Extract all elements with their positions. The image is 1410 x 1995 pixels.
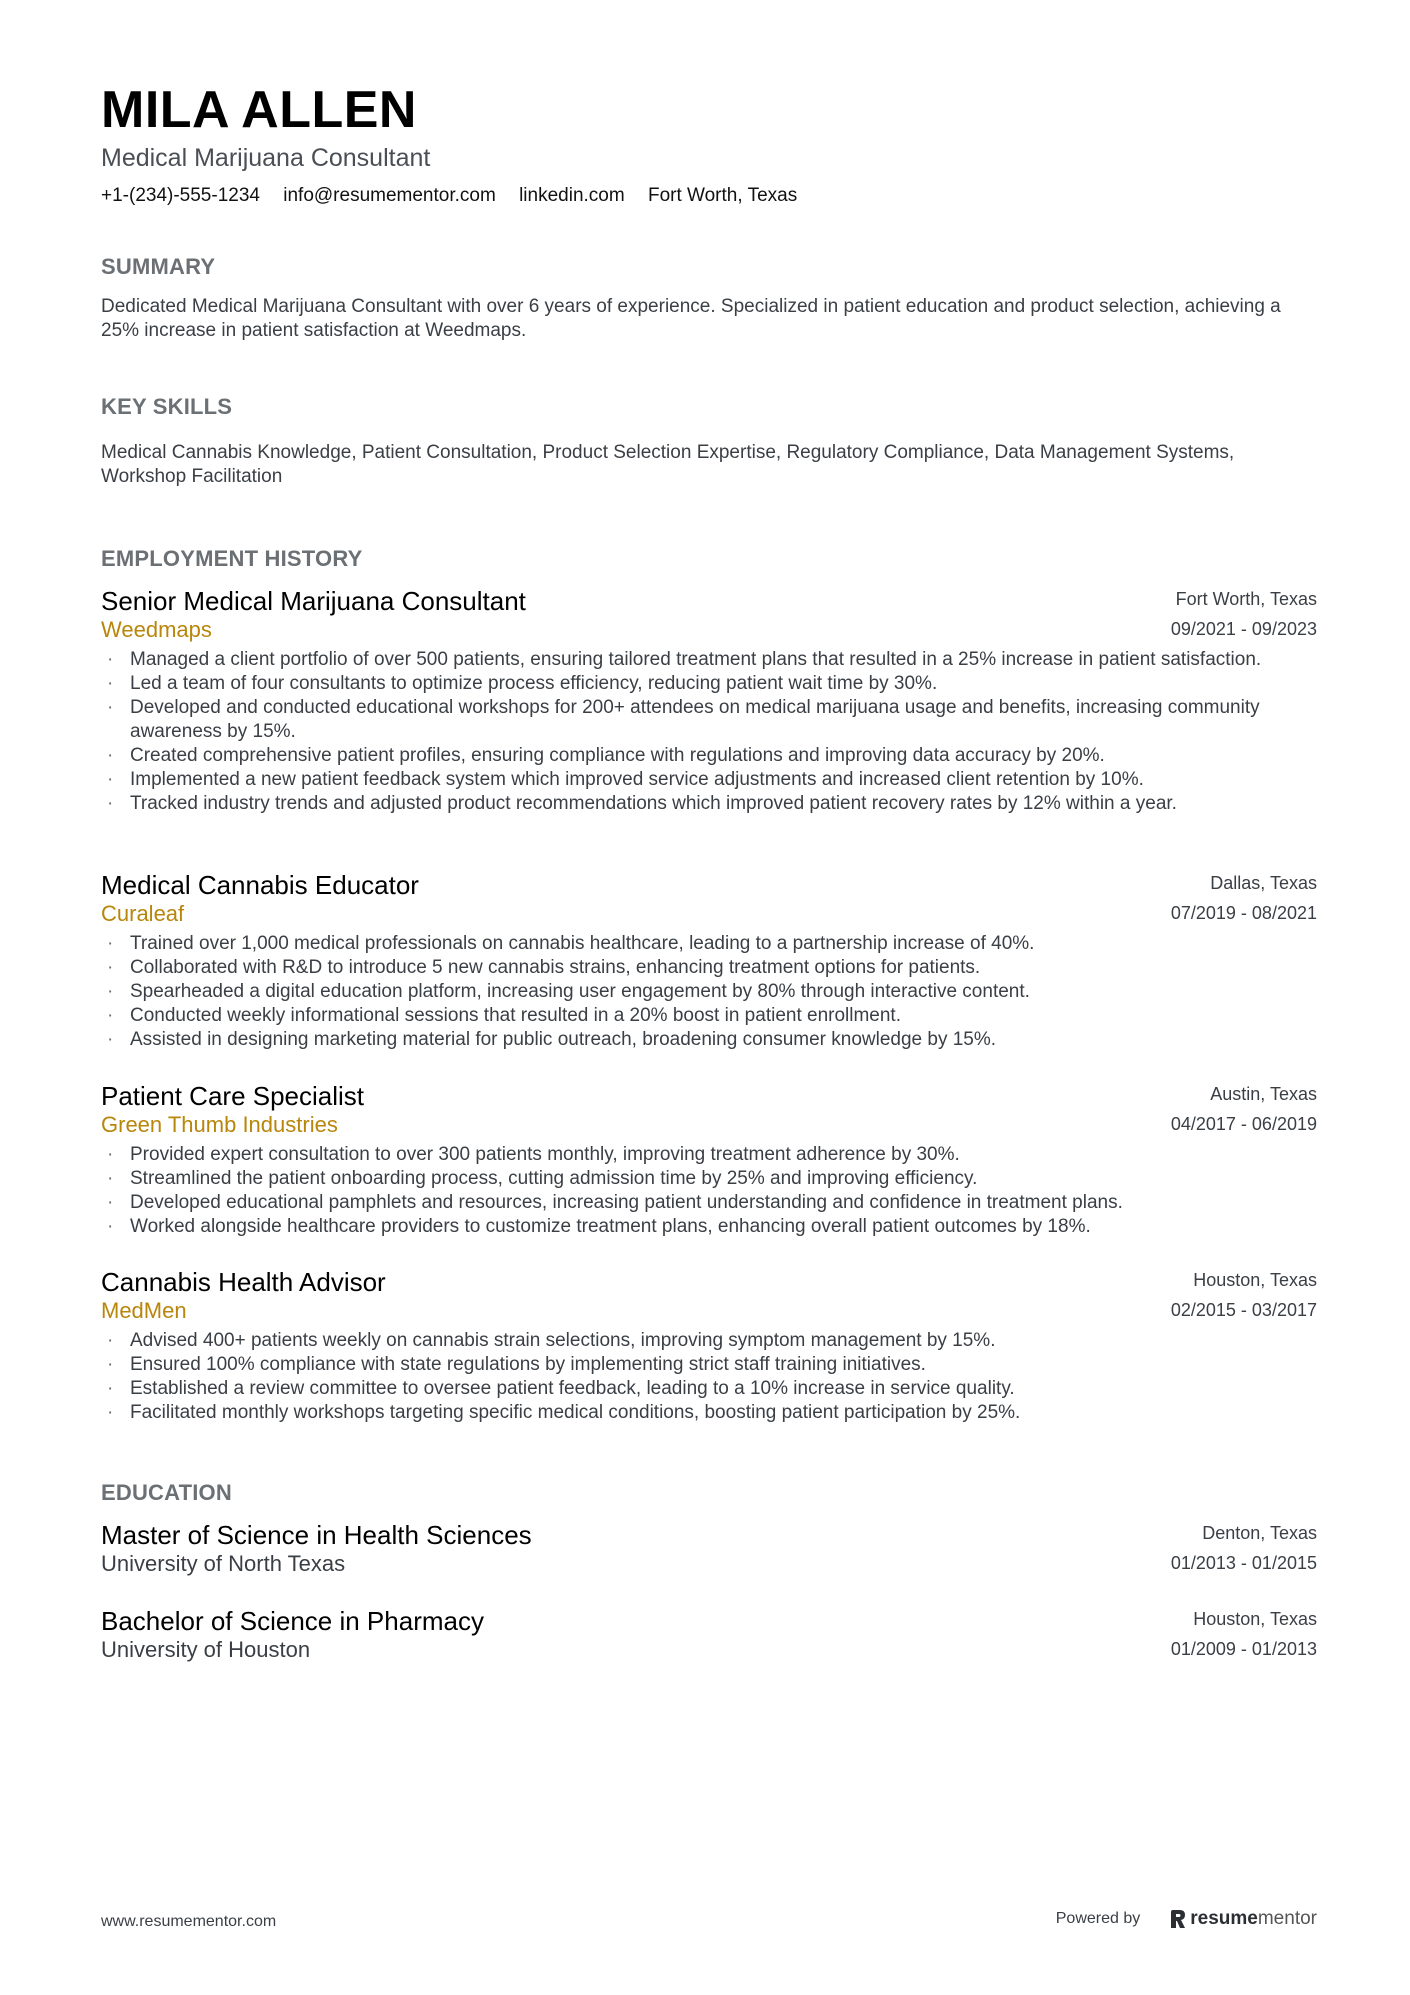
footer-website[interactable]: www.resumementor.com (101, 1913, 277, 1930)
job-bullet: · Developed and conducted educational workshops for 200+ attendees on medical marijuana usage and benefits, increasing community awareness by 15%. (101, 696, 1317, 744)
job-bullet: · Collaborated with R&D to introduce 5 new cannabis strains, enhancing treatment options for patients. (101, 956, 1317, 980)
candidate-title: Medical Marijuana Consultant (101, 144, 431, 172)
job-entry (101, 586, 1317, 816)
candidate-name: MILA ALLEN (101, 81, 417, 139)
contact-line (101, 186, 815, 205)
education-entry (101, 1520, 1317, 1582)
education-degree: Master of Science in Health Sciences (101, 1520, 532, 1550)
job-bullet: · Implemented a new patient feedback system which improved service adjustments and increased client retention by 10%. (101, 768, 1317, 792)
job-bullet: · Facilitated monthly workshops targeting specific medical conditions, boosting patient participation by 25%. (101, 1401, 1317, 1425)
job-bullet: · Conducted weekly informational sessions that resulted in a 20% boost in patient enrollment. (101, 1004, 1317, 1028)
education-location: Denton, Texas (1202, 1523, 1317, 1543)
job-bullet: · Worked alongside healthcare providers to customize treatment plans, enhancing overall patient outcomes by 18%. (101, 1215, 1317, 1239)
footer-branding (1056, 1908, 1317, 1930)
job-company: Curaleaf (101, 901, 185, 926)
job-location: Dallas, Texas (1210, 873, 1317, 893)
job-bullet: · Assisted in designing marketing material for public outreach, broadening consumer knowledge by 15%. (101, 1028, 1317, 1052)
job-dates: 02/2015 - 03/2017 (1170, 1300, 1317, 1320)
education-entry (101, 1606, 1317, 1668)
job-bullet: · Led a team of four consultants to optimize process efficiency, reducing patient wait time by 30%. (101, 672, 1317, 696)
contact-email: info@resumementor.com (283, 185, 496, 206)
job-bullet: · Spearheaded a digital education platform, increasing user engagement by 80% through interactive content. (101, 980, 1317, 1004)
job-company: Green Thumb Industries (101, 1112, 338, 1137)
skills-text: Medical Cannabis Knowledge, Patient Consultation, Product Selection Expertise, Regulatory Compliance, Data Management Systems, Workshop Facilitation (101, 442, 1235, 487)
job-location: Fort Worth, Texas (1175, 589, 1317, 609)
powered-by-label: Powered by (1055, 1910, 1141, 1927)
job-bullet: · Created comprehensive patient profiles, ensuring compliance with regulations and improving data accuracy by 20%. (101, 744, 1317, 768)
summary-text: Dedicated Medical Marijuana Consultant with over 6 years of experience. Specialized in patient education and product selection, achieving a 25% increase in patient satisfaction at Weedmaps. (101, 296, 1281, 341)
contact-phone: +1-(234)-555-1234 (101, 185, 260, 206)
job-bullet: · Established a review committee to oversee patient feedback, leading to a 10% increase in service quality. (101, 1377, 1317, 1401)
skills-heading: KEY SKILLS (101, 394, 233, 419)
education-location: Houston, Texas (1193, 1609, 1317, 1629)
job-entry (101, 1267, 1317, 1425)
job-bullets (101, 1329, 1317, 1425)
employment-heading: EMPLOYMENT HISTORY (101, 546, 363, 571)
job-title: Patient Care Specialist (101, 1081, 365, 1111)
education-degree: Bachelor of Science in Pharmacy (101, 1606, 484, 1636)
job-title: Cannabis Health Advisor (101, 1267, 386, 1297)
job-location: Houston, Texas (1193, 1270, 1317, 1290)
job-dates: 04/2017 - 06/2019 (1170, 1114, 1317, 1134)
education-heading: EDUCATION (101, 1480, 232, 1505)
logo-text-light: mentor (1257, 1908, 1317, 1929)
job-bullet: · Managed a client portfolio of over 500 patients, ensuring tailored treatment plans that resulted in a 25% increase in patient satisfaction. (101, 648, 1317, 672)
job-bullets (101, 932, 1317, 1052)
job-bullets (101, 648, 1317, 816)
job-title: Medical Cannabis Educator (101, 870, 419, 900)
job-entry (101, 1081, 1317, 1239)
summary-heading: SUMMARY (101, 254, 216, 279)
resumementor-logo-icon (1170, 1909, 1186, 1929)
job-location: Austin, Texas (1210, 1084, 1317, 1104)
job-bullet: · Ensured 100% compliance with state regulations by implementing strict staff training initiatives. (101, 1353, 1317, 1377)
job-bullet: · Provided expert consultation to over 300 patients monthly, improving treatment adherence by 30%. (101, 1143, 1317, 1167)
logo-text-bold: resume (1190, 1908, 1258, 1929)
contact-location: Fort Worth, Texas (647, 185, 798, 206)
job-title: Senior Medical Marijuana Consultant (101, 586, 526, 616)
education-school: University of Houston (101, 1637, 311, 1662)
job-entry (101, 870, 1317, 1052)
job-dates: 09/2021 - 09/2023 (1170, 619, 1317, 639)
job-bullet: · Tracked industry trends and adjusted product recommendations which improved patient recovery rates by 12% within a year. (101, 792, 1317, 816)
job-bullet: · Streamlined the patient onboarding process, cutting admission time by 25% and improving efficiency. (101, 1167, 1317, 1191)
job-bullets (101, 1143, 1317, 1239)
education-dates: 01/2013 - 01/2015 (1170, 1553, 1317, 1573)
job-bullet: · Developed educational pamphlets and resources, increasing patient understanding and confidence in treatment plans. (101, 1191, 1317, 1215)
job-company: Weedmaps (101, 617, 212, 642)
job-bullet: · Trained over 1,000 medical professionals on cannabis healthcare, leading to a partnership increase of 40%. (101, 932, 1317, 956)
education-school: University of North Texas (101, 1551, 346, 1576)
job-company: MedMen (101, 1298, 187, 1323)
education-dates: 01/2009 - 01/2013 (1170, 1639, 1317, 1659)
job-bullet: · Advised 400+ patients weekly on cannabis strain selections, improving symptom management by 15%. (101, 1329, 1317, 1353)
resumementor-logo[interactable] (1170, 1908, 1317, 1930)
contact-linkedin: linkedin.com (519, 185, 625, 206)
job-dates: 07/2019 - 08/2021 (1170, 903, 1317, 923)
